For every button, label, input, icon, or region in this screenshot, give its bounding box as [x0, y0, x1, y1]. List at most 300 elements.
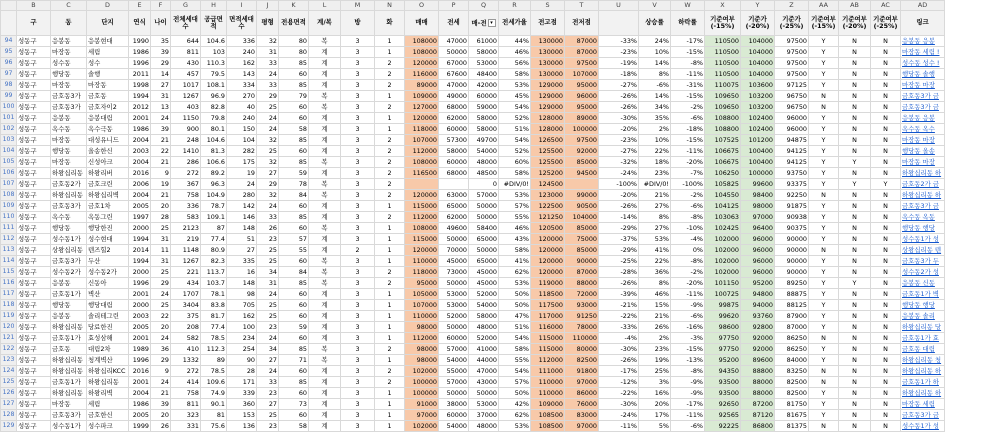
table-cell[interactable]: 3 — [341, 421, 375, 432]
table-cell[interactable]: 53000 — [439, 300, 469, 311]
table-cell[interactable]: Y — [809, 168, 839, 179]
table-cell[interactable]: 세림 — [87, 399, 129, 410]
table-cell[interactable]: 23 — [257, 421, 279, 432]
table-cell[interactable]: 하왕십리동 — [51, 322, 87, 333]
table-cell[interactable]: Y — [809, 322, 839, 333]
table-cell[interactable]: 129000 — [531, 102, 565, 113]
table-cell[interactable]: 339 — [227, 388, 257, 399]
table-cell[interactable]: 97750 — [705, 333, 741, 344]
table-cell[interactable]: -2% — [671, 267, 705, 278]
table-cell[interactable]: 97500 — [775, 69, 809, 80]
table-cell[interactable]: 24 — [151, 113, 171, 124]
table-cell[interactable]: 109650 — [705, 91, 741, 102]
table-cell[interactable]: 81750 — [775, 399, 809, 410]
table-cell[interactable]: 24% — [639, 36, 671, 47]
table-cell[interactable]: 마장동 — [51, 47, 87, 58]
table-cell[interactable]: 54000 — [469, 300, 499, 311]
table-cell[interactable]: 90938 — [775, 212, 809, 223]
table-cell[interactable]: 100400 — [741, 146, 775, 157]
table-cell[interactable]: 복 — [309, 91, 341, 102]
table-cell[interactable]: 107000 — [405, 135, 439, 146]
table-cell[interactable]: 49700 — [469, 135, 499, 146]
table-cell[interactable]: 73 — [279, 399, 309, 410]
table-cell[interactable]: 50000 — [439, 388, 469, 399]
table-cell[interactable]: 59 — [279, 168, 309, 179]
table-cell[interactable]: -18% — [599, 69, 639, 80]
table-cell[interactable]: 367 — [171, 179, 201, 190]
table-cell[interactable]: 44000 — [469, 355, 499, 366]
table-cell[interactable]: N — [871, 135, 901, 146]
table-cell[interactable]: N — [871, 212, 901, 223]
table-cell[interactable]: 2003 — [129, 146, 151, 157]
table-cell[interactable]: 금호동3가 — [51, 410, 87, 421]
table-cell[interactable]: 1 — [375, 311, 405, 322]
header-cell[interactable] — [151, 11, 171, 36]
table-cell[interactable]: 96400 — [741, 223, 775, 234]
table-cell[interactable]: 120000 — [405, 58, 439, 69]
table-cell[interactable]: 1 — [375, 300, 405, 311]
table-cell[interactable]: 108500 — [531, 421, 565, 432]
table-cell[interactable]: 성동구 — [17, 157, 51, 168]
table-cell[interactable]: 106.6 — [201, 157, 227, 168]
table-cell[interactable]: 83250 — [775, 366, 809, 377]
table-cell[interactable]: 1 — [375, 113, 405, 124]
table-cell[interactable]: 120000 — [405, 113, 439, 124]
table-cell[interactable]: -25% — [599, 256, 639, 267]
table-cell[interactable]: N — [871, 245, 901, 256]
table-cell[interactable]: 24 — [257, 124, 279, 135]
table-cell[interactable]: 계 — [309, 146, 341, 157]
table-cell[interactable]: N — [809, 91, 839, 102]
table-cell[interactable]: 36 — [151, 344, 171, 355]
table-cell[interactable]: 1707 — [171, 289, 201, 300]
row-number[interactable]: 101 — [1, 113, 17, 124]
table-cell[interactable]: 계 — [309, 135, 341, 146]
row-number[interactable]: 122 — [1, 344, 17, 355]
table-cell[interactable]: 1 — [375, 355, 405, 366]
table-cell[interactable]: 55 — [279, 245, 309, 256]
link-cell[interactable]: 마장동 세림 — [901, 399, 945, 410]
table-cell[interactable]: 2% — [639, 333, 671, 344]
table-cell[interactable]: 24 — [151, 377, 171, 388]
table-cell[interactable]: 58% — [499, 69, 531, 80]
table-cell[interactable]: 116000 — [405, 69, 439, 80]
table-cell[interactable]: 103.7 — [201, 278, 227, 289]
row-number[interactable]: 114 — [1, 256, 17, 267]
header-cell[interactable] — [439, 11, 469, 36]
table-cell[interactable]: 2011 — [129, 69, 151, 80]
table-cell[interactable]: 221 — [171, 267, 201, 278]
table-cell[interactable]: 성동구 — [17, 421, 51, 432]
table-cell[interactable]: 106675 — [705, 157, 741, 168]
table-cell[interactable]: 54% — [499, 333, 531, 344]
table-cell[interactable]: 63000 — [439, 190, 469, 201]
table-cell[interactable]: 2005 — [129, 410, 151, 421]
table-cell[interactable]: 성동구 — [17, 58, 51, 69]
table-cell[interactable]: 78 — [279, 179, 309, 190]
table-cell[interactable]: 1 — [375, 256, 405, 267]
table-cell[interactable]: 53% — [499, 80, 531, 91]
table-cell[interactable]: 98000 — [405, 355, 439, 366]
table-cell[interactable]: 당료한진 — [87, 322, 129, 333]
row-number[interactable]: 118 — [1, 300, 17, 311]
table-cell[interactable]: 104000 — [741, 36, 775, 47]
table-cell[interactable]: 98000 — [405, 344, 439, 355]
table-cell[interactable]: 48000 — [469, 157, 499, 168]
table-cell[interactable]: 마장동 — [51, 157, 87, 168]
table-cell[interactable]: 32 — [257, 36, 279, 47]
table-cell[interactable]: 120000 — [531, 267, 565, 278]
table-cell[interactable]: 금호크린 — [87, 179, 129, 190]
table-cell[interactable]: 성동구 — [17, 223, 51, 234]
table-cell[interactable]: 85 — [279, 58, 309, 69]
header-cell[interactable] — [531, 11, 565, 36]
link-cell[interactable]: 하왕십리동 청 — [901, 355, 945, 366]
table-cell[interactable]: Y — [809, 146, 839, 157]
table-cell[interactable]: 2 — [375, 69, 405, 80]
table-cell[interactable]: 3 — [341, 58, 375, 69]
table-cell[interactable]: 20 — [151, 410, 171, 421]
table-cell[interactable]: 3 — [341, 223, 375, 234]
table-cell[interactable]: 102000 — [705, 267, 741, 278]
table-cell[interactable]: 414 — [171, 377, 201, 388]
table-cell[interactable]: 112000 — [405, 333, 439, 344]
table-cell[interactable]: 2004 — [129, 157, 151, 168]
table-cell[interactable]: 248 — [171, 135, 201, 146]
table-cell[interactable]: 16 — [227, 267, 257, 278]
table-cell[interactable]: Y — [809, 300, 839, 311]
table-cell[interactable]: 60 — [279, 201, 309, 212]
table-cell[interactable]: 99875 — [705, 300, 741, 311]
table-cell[interactable]: 108000 — [405, 47, 439, 58]
table-cell[interactable]: 금호동1가 — [51, 289, 87, 300]
table-cell[interactable]: 25 — [151, 223, 171, 234]
table-cell[interactable]: N — [839, 135, 871, 146]
table-cell[interactable]: 계 — [309, 421, 341, 432]
table-cell[interactable]: 2 — [375, 58, 405, 69]
table-cell[interactable]: 34 — [257, 267, 279, 278]
table-cell[interactable]: 51 — [227, 234, 257, 245]
filter-dropdown-icon[interactable]: ▾ — [488, 19, 496, 27]
table-cell[interactable]: N — [871, 102, 901, 113]
table-cell[interactable]: 93750 — [775, 168, 809, 179]
column-header-M[interactable]: M — [341, 1, 375, 11]
header-cell[interactable] — [405, 11, 439, 36]
table-cell[interactable]: 1017 — [171, 80, 201, 91]
table-cell[interactable]: 110500 — [705, 58, 741, 69]
table-cell[interactable]: 25% — [639, 366, 671, 377]
link-cell[interactable]: 금호동 대림 — [901, 344, 945, 355]
table-cell[interactable]: 2 — [375, 102, 405, 113]
header-cell[interactable] — [257, 11, 279, 36]
table-cell[interactable]: 113.7 — [201, 267, 227, 278]
table-cell[interactable]: 성동구 — [17, 113, 51, 124]
table-cell[interactable]: 8% — [639, 69, 671, 80]
table-cell[interactable]: 87120 — [741, 410, 775, 421]
table-cell[interactable]: 128000 — [531, 113, 565, 124]
table-cell[interactable]: 84 — [279, 267, 309, 278]
row-number[interactable]: 110 — [1, 212, 17, 223]
table-cell[interactable]: 금호한신 — [87, 410, 129, 421]
table-cell[interactable]: 60000 — [439, 333, 469, 344]
table-cell[interactable]: Y — [809, 69, 839, 80]
table-cell[interactable]: 계 — [309, 388, 341, 399]
table-cell[interactable]: 108.1 — [201, 80, 227, 91]
table-cell[interactable]: 2000 — [129, 267, 151, 278]
table-cell[interactable]: 1 — [375, 234, 405, 245]
row-number[interactable]: 125 — [1, 377, 17, 388]
table-cell[interactable]: 2001 — [129, 333, 151, 344]
table-cell[interactable]: 9 — [151, 168, 171, 179]
table-cell[interactable]: 100725 — [705, 289, 741, 300]
table-cell[interactable]: 계 — [309, 47, 341, 58]
table-cell[interactable]: 성동구 — [17, 168, 51, 179]
table-cell[interactable]: 행당동 — [51, 223, 87, 234]
table-cell[interactable]: 28 — [227, 366, 257, 377]
table-cell[interactable]: N — [871, 322, 901, 333]
table-cell[interactable]: N — [871, 333, 901, 344]
table-cell[interactable]: 계 — [309, 80, 341, 91]
table-cell[interactable]: Y — [809, 234, 839, 245]
table-cell[interactable]: -11% — [671, 69, 705, 80]
row-number[interactable]: 112 — [1, 234, 17, 245]
table-cell[interactable]: 148 — [227, 278, 257, 289]
table-cell[interactable]: 두산 — [87, 256, 129, 267]
table-cell[interactable]: N — [839, 267, 871, 278]
table-cell[interactable]: 129000 — [531, 91, 565, 102]
table-cell[interactable]: 171 — [227, 377, 257, 388]
table-cell[interactable]: 104125 — [705, 201, 741, 212]
table-cell[interactable]: 45000 — [469, 278, 499, 289]
table-cell[interactable]: 대림2차 — [87, 344, 129, 355]
table-cell[interactable]: 3 — [341, 113, 375, 124]
link-cell[interactable]: 행당동 행당 — [901, 223, 945, 234]
table-cell[interactable]: 21 — [151, 135, 171, 146]
table-cell[interactable]: 계 — [309, 410, 341, 421]
table-cell[interactable]: 105000 — [405, 289, 439, 300]
table-cell[interactable]: 20 — [151, 201, 171, 212]
table-cell[interactable]: 벽산 — [87, 289, 129, 300]
table-cell[interactable]: 130000 — [531, 69, 565, 80]
table-cell[interactable]: 24 — [257, 289, 279, 300]
table-cell[interactable]: 행당한진 — [87, 223, 129, 234]
table-cell[interactable]: 성동구 — [17, 311, 51, 322]
table-cell[interactable]: 20% — [639, 399, 671, 410]
table-cell[interactable]: 1 — [375, 47, 405, 58]
table-cell[interactable]: 43000 — [469, 377, 499, 388]
table-cell[interactable]: 3 — [341, 124, 375, 135]
table-cell[interactable]: 92800 — [741, 322, 775, 333]
table-cell[interactable]: 47000 — [439, 36, 469, 47]
table-cell[interactable]: 110000 — [405, 311, 439, 322]
table-cell[interactable]: -15% — [671, 91, 705, 102]
table-cell[interactable]: 35% — [639, 113, 671, 124]
table-cell[interactable]: 88875 — [775, 289, 809, 300]
header-cell[interactable] — [341, 11, 375, 36]
table-cell[interactable]: 175 — [227, 157, 257, 168]
table-cell[interactable]: 410 — [171, 344, 201, 355]
table-cell[interactable]: 89600 — [741, 355, 775, 366]
table-cell[interactable]: 148 — [227, 223, 257, 234]
table-cell[interactable]: -4% — [671, 234, 705, 245]
table-cell[interactable]: 100000 — [741, 168, 775, 179]
table-cell[interactable]: 47000 — [439, 80, 469, 91]
table-cell[interactable]: -8% — [671, 366, 705, 377]
table-cell[interactable]: -11% — [671, 410, 705, 421]
table-cell[interactable]: 92000 — [741, 344, 775, 355]
table-cell[interactable]: 53% — [639, 234, 671, 245]
row-number[interactable]: 105 — [1, 157, 17, 168]
table-cell[interactable]: 성동구 — [17, 102, 51, 113]
table-cell[interactable]: N — [839, 124, 871, 135]
table-cell[interactable]: -31% — [671, 80, 705, 91]
table-cell[interactable]: 52% — [499, 113, 531, 124]
header-cell[interactable] — [17, 11, 51, 36]
column-header-R[interactable]: R — [499, 1, 531, 11]
table-cell[interactable]: 하왕십리KCC — [87, 366, 129, 377]
table-cell[interactable]: 23% — [639, 344, 671, 355]
table-cell[interactable]: -14% — [599, 212, 639, 223]
table-cell[interactable]: 102400 — [741, 124, 775, 135]
table-cell[interactable]: 금호동3가 — [51, 256, 87, 267]
table-cell[interactable]: 75.6 — [201, 421, 227, 432]
table-cell[interactable]: 58% — [499, 344, 531, 355]
table-cell[interactable]: 3 — [341, 300, 375, 311]
table-cell[interactable]: 323 — [171, 410, 201, 421]
table-cell[interactable]: N — [839, 355, 871, 366]
table-cell[interactable]: N — [839, 47, 871, 58]
header-cell[interactable] — [51, 11, 87, 36]
table-cell[interactable]: 성동구 — [17, 245, 51, 256]
table-cell[interactable]: -12% — [599, 377, 639, 388]
table-cell[interactable]: 29 — [257, 91, 279, 102]
link-cell[interactable]: 하왕십리동 하 — [901, 388, 945, 399]
table-cell[interactable]: 2 — [375, 179, 405, 190]
table-cell[interactable]: 33 — [257, 377, 279, 388]
table-cell[interactable]: 60 — [279, 410, 309, 421]
table-cell[interactable]: 3 — [341, 344, 375, 355]
table-cell[interactable]: -15% — [671, 344, 705, 355]
table-cell[interactable]: 27 — [257, 168, 279, 179]
table-cell[interactable]: -17% — [671, 36, 705, 47]
table-cell[interactable]: -26% — [599, 91, 639, 102]
table-cell[interactable]: 115000 — [405, 234, 439, 245]
table-cell[interactable]: -16% — [671, 322, 705, 333]
table-cell[interactable]: 1 — [375, 91, 405, 102]
table-cell[interactable]: 2012 — [129, 102, 151, 113]
table-cell[interactable]: 상왕십리동 — [51, 245, 87, 256]
table-cell[interactable]: 91250 — [565, 311, 599, 322]
table-cell[interactable]: 성동구 — [17, 69, 51, 80]
table-cell[interactable]: -7% — [671, 168, 705, 179]
table-cell[interactable]: N — [809, 421, 839, 432]
row-number[interactable]: 104 — [1, 146, 17, 157]
table-cell[interactable]: 3 — [341, 278, 375, 289]
table-cell[interactable]: 78.5 — [201, 366, 227, 377]
table-cell[interactable]: N — [839, 289, 871, 300]
table-cell[interactable]: 80 — [279, 36, 309, 47]
table-cell[interactable]: 1990 — [129, 36, 151, 47]
table-cell[interactable]: 72000 — [565, 289, 599, 300]
table-cell[interactable]: 52000 — [439, 311, 469, 322]
table-cell[interactable]: 성동구 — [17, 190, 51, 201]
table-cell[interactable]: 복 — [309, 190, 341, 201]
header-cell[interactable] — [671, 11, 705, 36]
table-cell[interactable]: 11 — [151, 245, 171, 256]
table-cell[interactable]: 성동구 — [17, 300, 51, 311]
table-cell[interactable]: 34 — [257, 344, 279, 355]
table-cell[interactable]: 1 — [375, 201, 405, 212]
table-cell[interactable]: 28 — [151, 212, 171, 223]
table-cell[interactable]: 120000 — [531, 245, 565, 256]
table-cell[interactable]: 58000 — [469, 124, 499, 135]
table-cell[interactable]: 91875 — [775, 201, 809, 212]
header-cell[interactable] — [741, 11, 775, 36]
table-cell[interactable]: 1 — [375, 223, 405, 234]
table-cell[interactable]: 62000 — [439, 113, 469, 124]
table-cell[interactable]: 2 — [375, 212, 405, 223]
table-cell[interactable]: 60 — [279, 69, 309, 80]
table-cell[interactable]: 계 — [309, 289, 341, 300]
table-cell[interactable]: 82.8 — [201, 102, 227, 113]
table-cell[interactable]: 2004 — [129, 388, 151, 399]
column-header-P[interactable]: P — [439, 1, 469, 11]
row-number[interactable]: 111 — [1, 223, 17, 234]
table-cell[interactable]: 403 — [171, 102, 201, 113]
table-cell[interactable]: 58000 — [469, 311, 499, 322]
table-cell[interactable]: 87000 — [565, 267, 599, 278]
table-cell[interactable]: 계 — [309, 212, 341, 223]
table-cell[interactable]: 93760 — [741, 311, 775, 322]
table-cell[interactable]: 120500 — [531, 223, 565, 234]
link-cell[interactable]: 하왕십리동 하 — [901, 366, 945, 377]
table-cell[interactable]: 27 — [151, 80, 171, 91]
table-cell[interactable]: 97500 — [775, 47, 809, 58]
table-cell[interactable]: 120000 — [405, 190, 439, 201]
column-header-V[interactable]: V — [639, 1, 671, 11]
table-cell[interactable]: 복 — [309, 157, 341, 168]
column-header-T[interactable]: T — [565, 1, 599, 11]
table-cell[interactable]: N — [839, 300, 871, 311]
table-cell[interactable]: 성수현대 — [87, 234, 129, 245]
table-cell[interactable]: 응봉동 — [51, 36, 87, 47]
table-cell[interactable]: 99000 — [565, 190, 599, 201]
table-cell[interactable]: 복 — [309, 36, 341, 47]
table-cell[interactable]: 청계벽산 — [87, 355, 129, 366]
table-cell[interactable]: 93375 — [775, 179, 809, 190]
table-cell[interactable]: 106250 — [705, 168, 741, 179]
table-cell[interactable]: 96000 — [741, 267, 775, 278]
table-cell[interactable]: 94125 — [775, 157, 809, 168]
table-cell[interactable]: 성수파크 — [87, 421, 129, 432]
table-cell[interactable]: 25 — [257, 410, 279, 421]
table-cell[interactable]: 60 — [279, 366, 309, 377]
table-cell[interactable]: N — [871, 366, 901, 377]
table-cell[interactable]: Y — [809, 278, 839, 289]
table-cell[interactable]: 78.5 — [201, 333, 227, 344]
table-cell[interactable]: Y — [809, 36, 839, 47]
table-cell[interactable]: 2001 — [129, 113, 151, 124]
table-cell[interactable]: 90000 — [775, 267, 809, 278]
table-cell[interactable]: 57 — [279, 234, 309, 245]
table-cell[interactable]: -27% — [599, 146, 639, 157]
table-cell[interactable]: 1994 — [129, 234, 151, 245]
header-cell[interactable] — [1, 11, 17, 36]
table-cell[interactable]: 5% — [639, 421, 671, 432]
table-cell[interactable]: N — [871, 377, 901, 388]
table-cell[interactable]: -6% — [639, 80, 671, 91]
table-cell[interactable]: 하왕십리동 — [51, 355, 87, 366]
